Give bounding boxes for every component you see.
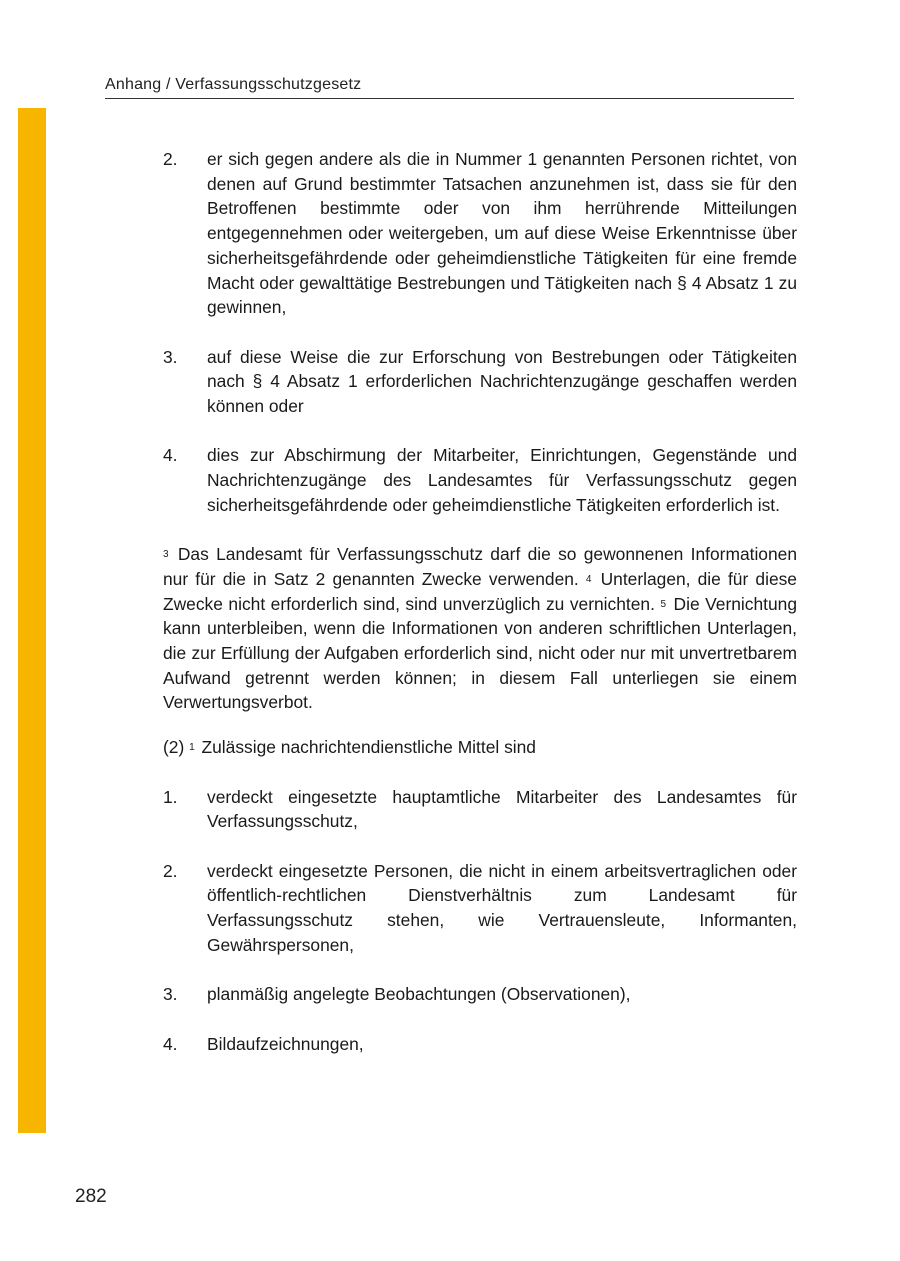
sentence-text: Unterlagen, die für diese Zwecke nicht erforderlich sind, sind unverzüglich zu vernichten. [163,568,797,614]
running-header: Anhang / Verfassungsschutzgesetz [105,76,362,93]
list-item-number: 2. [163,860,178,881]
header-rule [105,98,794,99]
list-item-number: 4. [163,445,178,466]
list-item-number: 1. [163,786,178,807]
list-item-number: 4. [163,1033,178,1054]
list-item-text: dies zur Abschirmung der Mitarbeiter, Einrichtungen, Gegenstände und Nachrichtenzugänge des Landesamtes für Verfassungsschutz gegen sicherheitsgefährdende oder geheimdienstliche Tätigkeiten erforderlich ist. [207,445,797,515]
list-item-text: verdeckt eingesetzte Personen, die nicht in einem arbeitsvertraglichen oder öffentlich-rechtlichen Dienstverhältnis zum Landesamt für Verfassungsschutz stehen, wie Vertrauensleute, Informanten, Gewährspersonen, [207,860,797,955]
sentence-text: Die Vernichtung kann unterbleiben, wenn die Informationen von anderen schriftlichen Unterlagen, die zur Erfüllung der Aufgaben erforderlich sind, nicht oder nur mit unvertretbarem Aufwand getrennt werden können; in diesem Fall unterliegen sie einem Verwertungsverbot. [163,593,797,713]
list-item-number: 2. [163,149,178,169]
list-item-text: auf diese Weise die zur Erforschung von Bestrebungen oder Tätigkeiten nach § 4 Absatz 1 erforderlichen Nachrichtenzugänge geschaffen werden können oder [207,346,797,417]
list-item [163,785,797,834]
sentence-number: 4 [585,573,592,585]
list-item [163,1032,797,1057]
list-item-text: Bildaufzeichnungen, [207,1033,364,1054]
list-item [163,982,797,1007]
chapter-marker-bar [18,108,46,1133]
section-heading [163,735,797,760]
list-item-number: 3. [163,346,178,367]
list-item [163,147,797,320]
section-intro-text: Zulässige nachrichtendienstliche Mittel sind [201,737,536,758]
list-item-text: er sich gegen andere als die in Nummer 1 genannten Personen richtet, von denen auf Grund bestimmter Tatsachen anzunehmen ist, dass sie für den Betroffenen bestimmte oder von ihm herrührende Mitteilungen entgegennehmen oder weitergeben, um auf diese Weise Erkenntnisse über sicherheitsgefährdende oder geheimdienstliche Tätigkeiten für eine fremde Macht oder gewalttätige Bestrebungen und Tätigkeiten nach § 4 Absatz 1 zu gewinnen, [207,149,797,318]
paragraph-sentences-3-5 [163,542,797,715]
list-item-text: planmäßig angelegte Beobachtungen (Observationen), [207,984,631,1005]
sentence-number: 3 [163,549,169,561]
page-number: 282 [75,1186,107,1207]
list-item [163,859,797,958]
page-body [163,147,797,1056]
list-item-text: verdeckt eingesetzte hauptamtliche Mitarbeiter des Landesamtes für Verfassungsschutz, [207,786,797,832]
sentence-number: 5 [660,598,667,610]
list-item [163,345,797,419]
section-label: (2) [163,737,185,758]
sentence-text: Das Landesamt für Verfassungsschutz darf die so gewonnenen Informationen nur für die in Satz 2 genannten Zwecke verwenden. [163,544,797,589]
list-item [163,443,797,517]
sentence-number: 1 [189,742,195,754]
list-item-number: 3. [163,984,178,1005]
